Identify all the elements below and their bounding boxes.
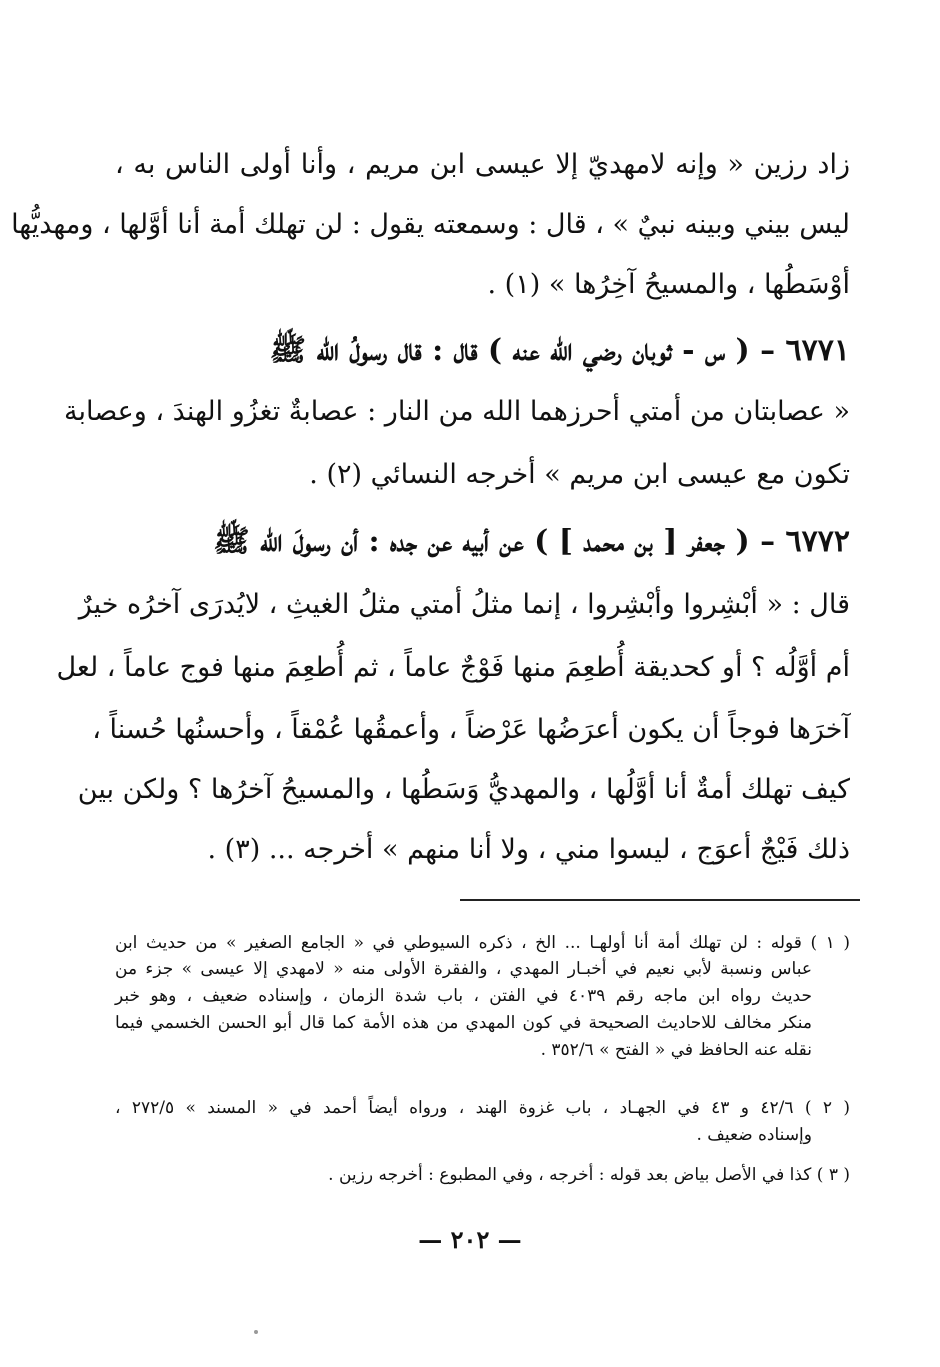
text-line-3: أوْسَطُها ، والمسيحُ آخِرُها » (١) . xyxy=(487,269,850,300)
page-number: — ٢٠٢ — xyxy=(418,1225,522,1254)
footnote-3: ( ٣ ) كذا في الأصل بياض بعد قوله : أخرجه ، وفي المطبوع : أخرجه رزين . xyxy=(328,1165,850,1185)
text-line-1: زاد رزين « وإنه لامهديّ إلا عيسى ابن مريم ، وأنا أولى الناس به ، xyxy=(115,149,850,180)
hadith-6771-header: ٦٧٧١ – ( س - ثوبان رضي الله عنه ) قال : قال رسولُ الله ﷺ xyxy=(269,333,850,368)
text-line-8: قال : « أبْشِروا وأبْشِروا ، إنما مثلُ أمتي مثلُ الغيثِ ، لايُدرَى آخرُه خيرٌ xyxy=(78,589,850,620)
scan-speck xyxy=(254,1330,258,1334)
footnote-1-line-1: ( ١ ) قوله : لن تهلك أمة أنا أولهـا ... الخ ، ذكره السيوطي في « الجامع الصغير » من حديث ابن xyxy=(115,933,850,953)
text-line-5: « عصابتان من أمتي أحرزهما الله من النار : عصابةٌ تغزُو الهندَ ، وعصابة xyxy=(64,396,850,427)
text-line-10: آخرَها فوجاً أن يكون أعرَضُها عَرْضاً ، وأعمقُها عُمْقاً ، وأحسنُها حُسناً ، xyxy=(92,714,850,745)
text-line-9: أم أوَّلُه ؟ أو كحديقة أُطعِمَ منها فَوْجٌ عاماً ، ثم أُطعِمَ منها فوج عاماً ، لعل xyxy=(56,652,850,683)
footnote-2-line-2: وإسناده ضعيف . xyxy=(696,1125,812,1145)
hadith-6772-header: ٦٧٧٢ – ( جعفر [ بن محمد ] ) عن أبيه عن جده : أن رسولَ الله ﷺ xyxy=(213,524,850,559)
footnote-divider xyxy=(460,899,860,901)
footnote-1-line-5: نقله عنه الحافظ في « الفتح » ٣٥٢/٦ . xyxy=(540,1040,812,1060)
footnote-1-line-2: عباس ونسبة لأبي نعيم في أخبـار المهدي ، والفقرة الأولى منه « لامهدي إلا عيسى » جزء من xyxy=(115,959,812,979)
text-line-6: تكون مع عيسى ابن مريم » أخرجه النسائي (٢) . xyxy=(309,459,850,490)
footnote-1-line-3: حديث رواه ابن ماجه رقم ٤٠٣٩ في الفتن ، باب شدة الزمان ، وإسناده ضعيف ، وهو خبر xyxy=(115,986,812,1006)
footnote-2-line-1: ( ٢ ) ٤٢/٦ و ٤٣ في الجهـاد ، باب غزوة الهند ، ورواه أيضاً أحمد في « المسند » ٢٧٢/٥ ، xyxy=(115,1098,850,1118)
text-line-2: ليس بيني وبينه نبيٌ » ، قال : وسمعته يقول : لن تهلك أمة أنا أوَّلها ، ومهديُّها xyxy=(11,209,850,240)
text-line-11: كيف تهلك أمةٌ أنا أوَّلُها ، والمهديُّ وَسَطُها ، والمسيحُ آخرُها ؟ ولكن بين xyxy=(77,774,850,805)
text-line-12: ذلك فَيْجٌ أعوَج ، ليسوا مني ، ولا أنا منهم » أخرجه ... (٣) . xyxy=(207,834,850,865)
footnote-1-line-4: منكر مخالف للاحاديث الصحيحة في كون المهدي من هذه الأمة كما قال أبو الحسن الخسمي فيما xyxy=(115,1013,812,1033)
